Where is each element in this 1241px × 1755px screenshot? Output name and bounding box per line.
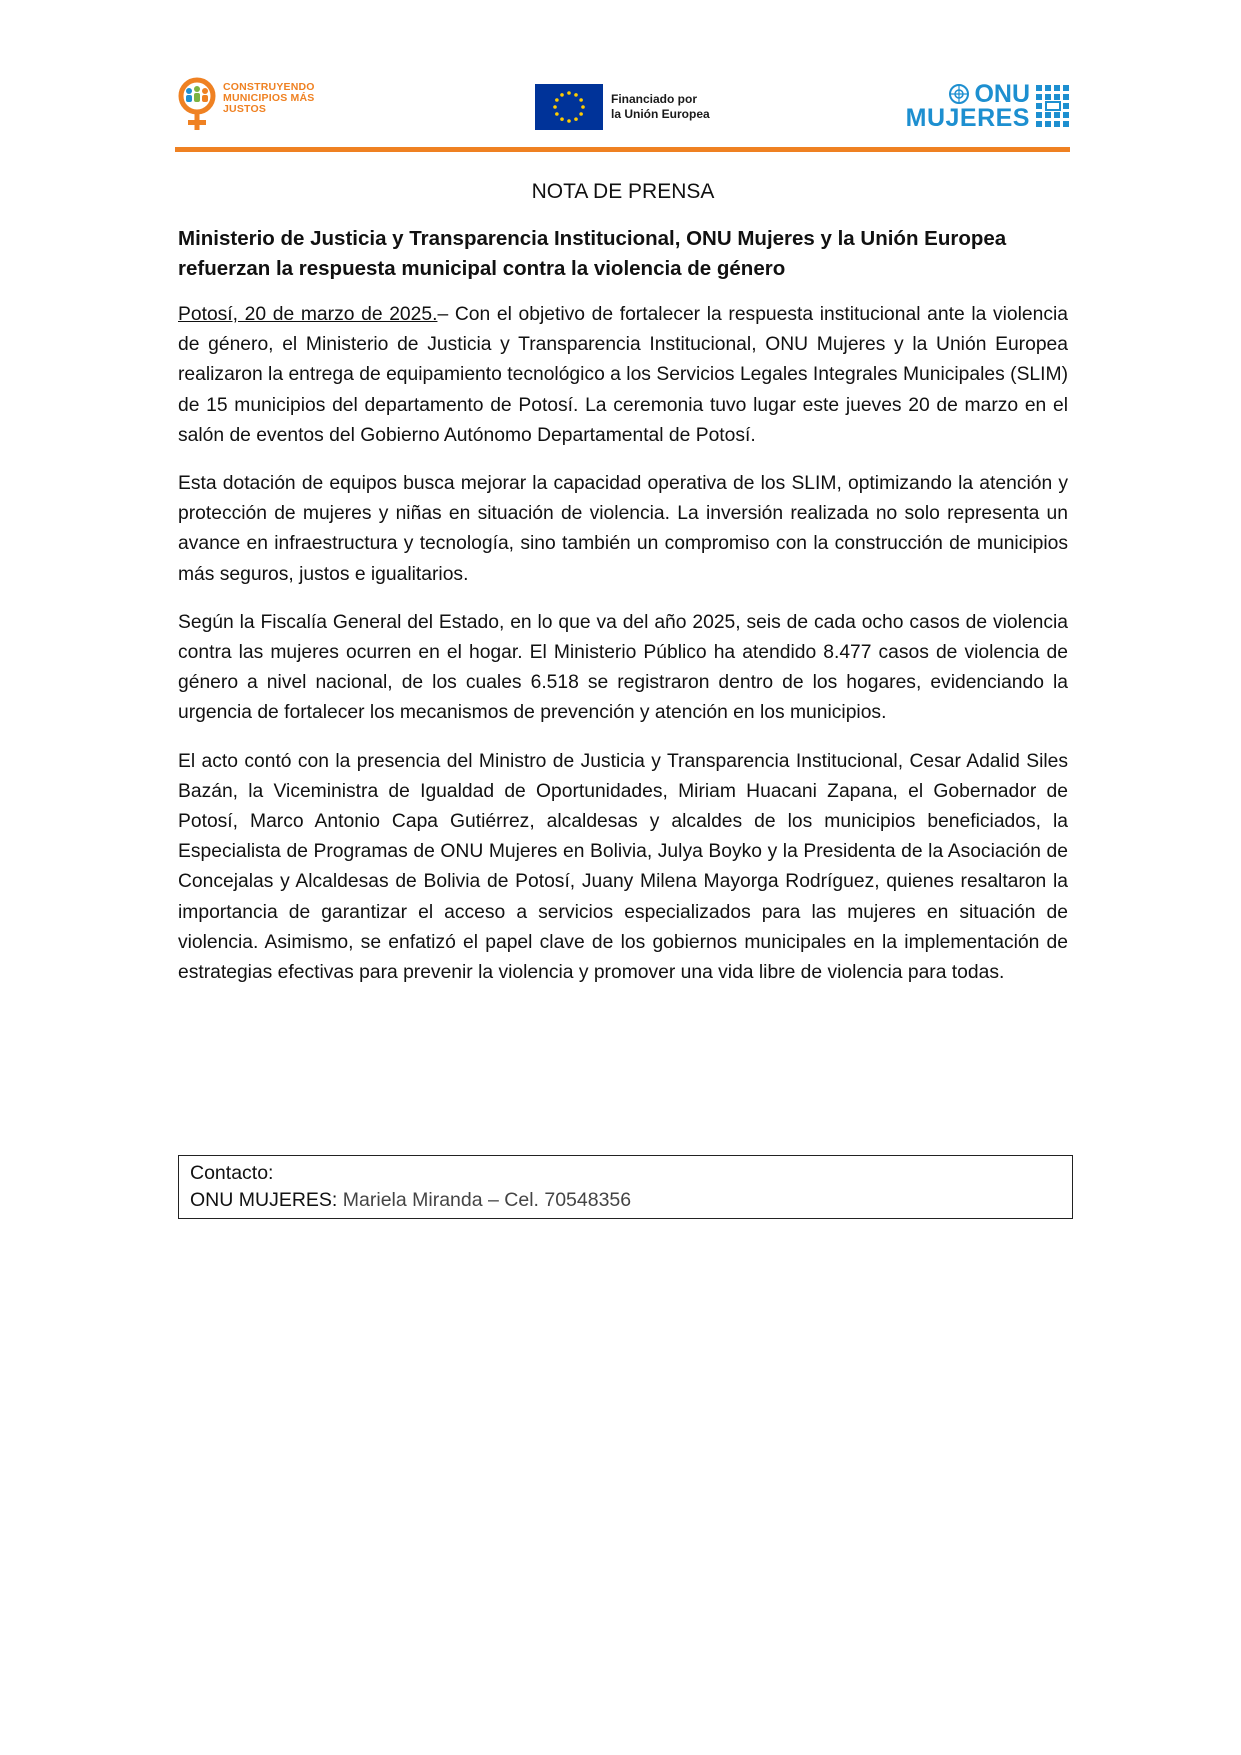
eu-star-icon [567, 119, 571, 123]
paragraph-2: Esta dotación de equipos busca mejorar la capacidad operativa de los SLIM, optimizando la atención y protección de mujeres y niñas en situación de violencia. La inversión realizada no solo representa un avance en infraestructura y tecnología, sino también un compromiso con la construcción de municipios más seguros, justos e igualitarios. [178, 473, 1068, 585]
page-header [175, 72, 1070, 140]
eu-star-icon [555, 112, 559, 116]
press-release-headline: Ministerio de Justicia y Transparencia Institucional, ONU Mujeres y la Unión Europea refuerzan la respuesta municipal contra la violencia de género [178, 227, 1007, 280]
document-type: NOTA DE PRENSA [531, 180, 715, 203]
left-logo-line2: MUNICIPIOS MÁS [223, 92, 315, 104]
contact-line [190, 1187, 1072, 1214]
eu-star-icon [579, 112, 583, 116]
contact-title: Contacto: [190, 1162, 274, 1184]
eu-star-icon [574, 93, 578, 97]
eu-logo-text [611, 92, 710, 122]
eu-star-icon [581, 105, 585, 109]
onu-mujeres-logo [906, 82, 1070, 130]
contact-details: Mariela Miranda – Cel. 70548356 [342, 1189, 632, 1211]
paragraph-1-text: – Con el objetivo de fortalecer la respuesta institucional ante la violencia de género, el Ministerio de Justicia y Transparencia Institucional, ONU Mujeres y la Unión Europea realizaron la entrega de equipamiento tecnológico a los Servicios Legales Integrales Municipales (SLIM) de 15 municipios del departamento de Potosí. La ceremonia tuvo lugar este jueves 20 de marzo en el salón de eventos del Gobierno Autónomo Departamental de Potosí. [178, 304, 1069, 446]
onu-logo-line1: ONU [974, 80, 1030, 108]
onu-mujeres-symbol-icon [1036, 83, 1070, 129]
paragraph-3: Según la Fiscalía General del Estado, en lo que va del año 2025, seis de cada ocho casos de violencia contra las mujeres ocurren en el hogar. El Ministerio Público ha atendido 8.477 casos de violencia de género a nivel nacional, de los cuales 6.518 se registraron dentro de los hogares, evidenciando la urgencia de fortalecer los mecanismos de prevención y atención en los municipios. [178, 611, 1068, 724]
paragraph-4: El acto contó con la presencia del Ministro de Justicia y Transparencia Institucional, Cesar Adalid Siles Bazán, la Viceministra de Igualdad de Oportunidades, Miriam Huacani Zapana, el Gobernador de Potosí, Marco Antonio Capa Gutiérrez, alcaldesas y alcaldes de los municipios beneficiados, la Especialista de Programas de ONU Mujeres en Bolivia, Julya Boyko y la Presidenta de la Asociación de Concejalas y Alcaldesas de Bolivia de Potosí, Juany Milena Mayorga Rodríguez, quienes resaltaron la importancia de garantizar el acceso a servicios especializados para las mujeres en situación de violencia. Asimismo, se enfatizó el papel clave de los gobiernos municipales en la implementación de estrategias efectivas para prevenir la violencia y promover una vida libre de violencia para todas. [178, 750, 1068, 984]
eu-star-icon [574, 117, 578, 121]
header-divider [175, 147, 1070, 152]
eu-star-icon [553, 105, 557, 109]
venus-people-icon [175, 76, 219, 134]
press-release-body [178, 180, 1068, 1006]
eu-star-icon [560, 93, 564, 97]
construyendo-municipios-logo [175, 76, 315, 134]
dateline: Potosí, 20 de marzo de 2025. [178, 304, 438, 325]
un-emblem-icon [948, 83, 970, 105]
onu-logo-text [906, 82, 1030, 130]
eu-logo-line2: la Unión Europea [611, 107, 710, 121]
eu-logo-line1: Financiado por [611, 92, 698, 106]
left-logo-line3: JUSTOS [223, 103, 267, 115]
contact-org: ONU MUJERES: [190, 1189, 338, 1211]
eu-star-icon [555, 98, 559, 102]
contact-box [178, 1155, 1073, 1219]
eu-flag-icon [535, 84, 603, 130]
left-logo-line1: CONSTRUYENDO [223, 81, 315, 93]
eu-star-icon [579, 98, 583, 102]
eu-funding-logo [535, 84, 710, 130]
onu-logo-line2: MUJERES [905, 104, 1030, 132]
eu-star-icon [560, 117, 564, 121]
left-logo-text [223, 82, 315, 115]
eu-star-icon [567, 91, 571, 95]
paragraph-1 [178, 300, 1068, 451]
